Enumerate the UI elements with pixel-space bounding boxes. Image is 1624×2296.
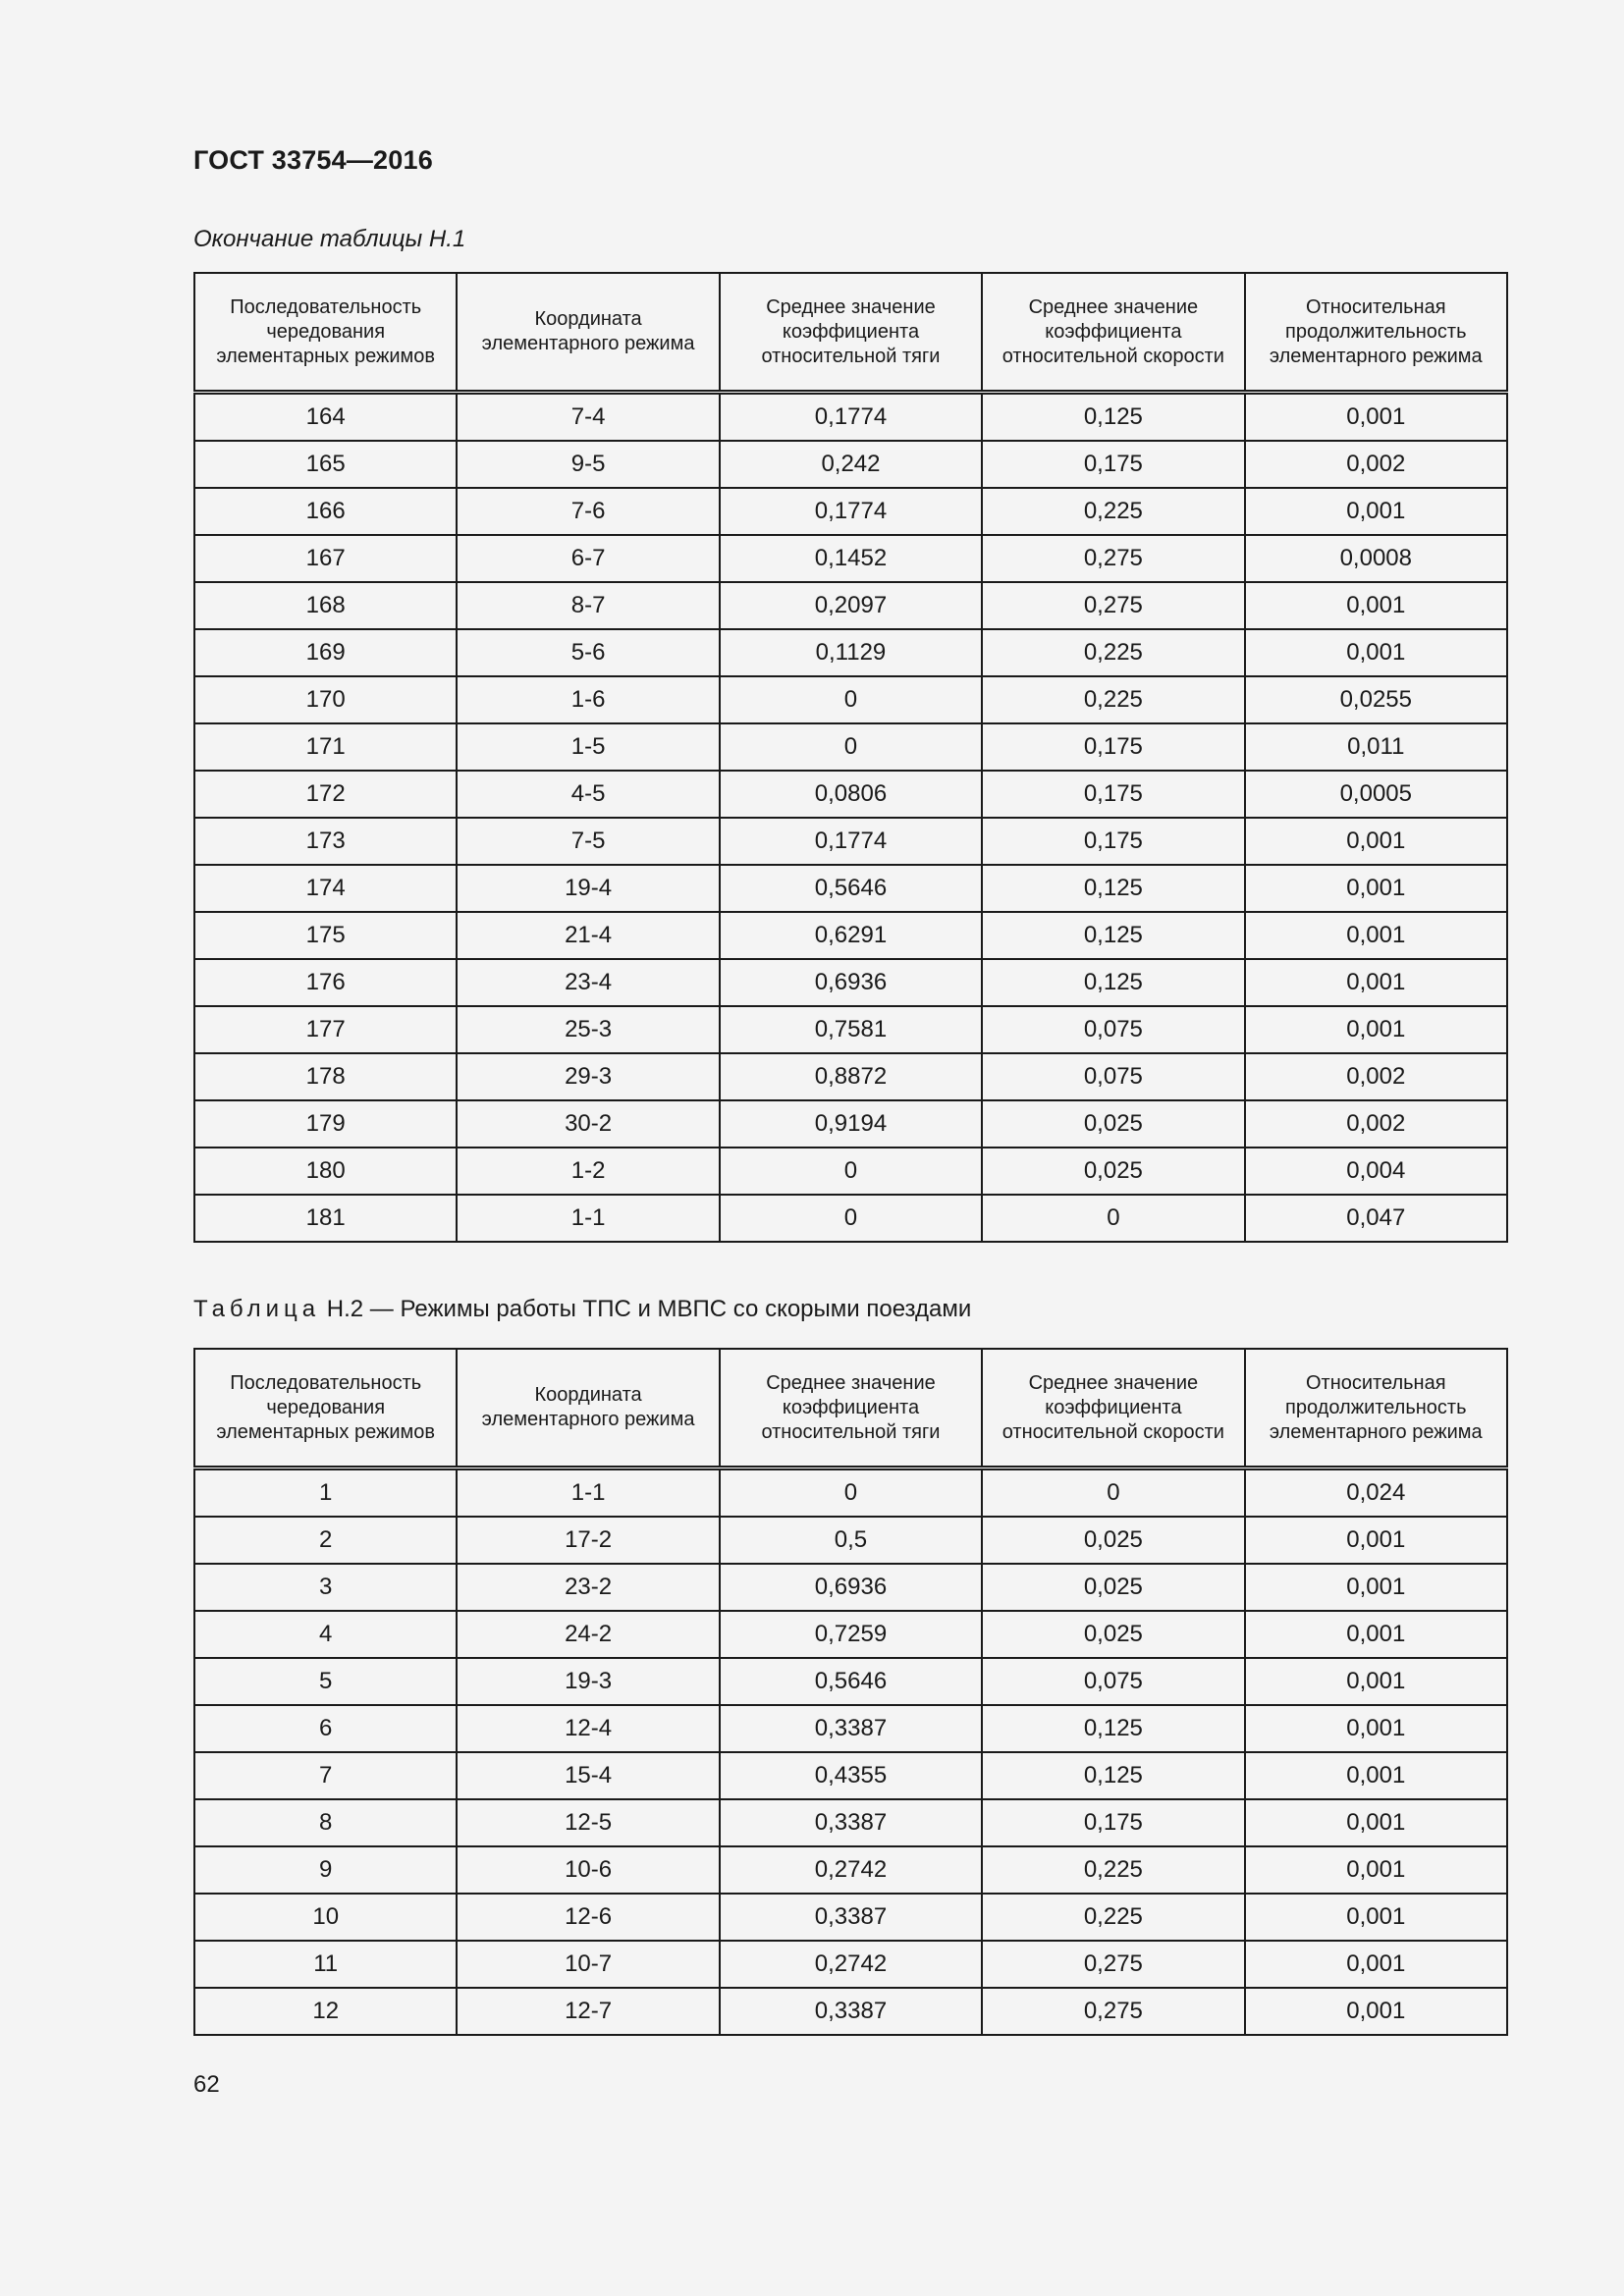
cell-speed: 0,225 (982, 488, 1244, 535)
cell-speed: 0,025 (982, 1564, 1244, 1611)
cell-duration: 0,002 (1245, 441, 1507, 488)
cell-speed: 0 (982, 1195, 1244, 1242)
cell-duration: 0,001 (1245, 393, 1507, 442)
cell-sequence: 167 (194, 535, 457, 582)
cell-traction: 0,242 (720, 441, 982, 488)
cell-duration: 0,001 (1245, 1611, 1507, 1658)
header-traction: Среднее значение коэффициента относительной тяги (720, 1349, 982, 1468)
cell-coordinate: 10-7 (457, 1941, 719, 1988)
cell-coordinate: 10-6 (457, 1846, 719, 1894)
cell-sequence: 178 (194, 1053, 457, 1100)
header-traction: Среднее значение коэффициента относительной тяги (720, 273, 982, 393)
header-sequence: Последовательность чередования элементарных режимов (194, 1349, 457, 1468)
cell-coordinate: 1-6 (457, 676, 719, 723)
cell-speed: 0,125 (982, 393, 1244, 442)
cell-traction: 0,7581 (720, 1006, 982, 1053)
table-row (194, 488, 1507, 535)
cell-duration: 0,001 (1245, 1988, 1507, 2035)
cell-duration: 0,011 (1245, 723, 1507, 771)
cell-coordinate: 1-1 (457, 1195, 719, 1242)
cell-coordinate: 30-2 (457, 1100, 719, 1148)
table-row (194, 582, 1507, 629)
cell-speed: 0,125 (982, 912, 1244, 959)
cell-speed: 0,125 (982, 1752, 1244, 1799)
cell-sequence: 164 (194, 393, 457, 442)
cell-duration: 0,001 (1245, 1799, 1507, 1846)
cell-coordinate: 15-4 (457, 1752, 719, 1799)
cell-coordinate: 7-6 (457, 488, 719, 535)
cell-duration: 0,001 (1245, 1006, 1507, 1053)
cell-speed: 0,175 (982, 441, 1244, 488)
cell-speed: 0,025 (982, 1517, 1244, 1564)
header-coordinate: Координата элементарного режима (457, 273, 719, 393)
cell-traction: 0 (720, 1195, 982, 1242)
cell-speed: 0,225 (982, 1846, 1244, 1894)
table-h2-caption-label: Таблица (193, 1296, 321, 1322)
cell-duration: 0,0255 (1245, 676, 1507, 723)
table-row (194, 1468, 1507, 1518)
cell-traction: 0 (720, 676, 982, 723)
cell-speed: 0,025 (982, 1148, 1244, 1195)
cell-duration: 0,001 (1245, 488, 1507, 535)
table-h1-body (194, 393, 1507, 1243)
cell-traction: 0,1452 (720, 535, 982, 582)
table-row (194, 393, 1507, 442)
cell-duration: 0,024 (1245, 1468, 1507, 1518)
table-h1 (193, 272, 1508, 1243)
cell-coordinate: 12-4 (457, 1705, 719, 1752)
cell-coordinate: 9-5 (457, 441, 719, 488)
cell-duration: 0,001 (1245, 1894, 1507, 1941)
cell-traction: 0,9194 (720, 1100, 982, 1148)
cell-coordinate: 19-4 (457, 865, 719, 912)
cell-speed: 0,175 (982, 818, 1244, 865)
cell-traction: 0,6936 (720, 1564, 982, 1611)
cell-sequence: 179 (194, 1100, 457, 1148)
header-speed: Среднее значение коэффициента относительной скорости (982, 1349, 1244, 1468)
cell-sequence: 2 (194, 1517, 457, 1564)
cell-sequence: 171 (194, 723, 457, 771)
cell-traction: 0,6291 (720, 912, 982, 959)
cell-speed: 0,125 (982, 959, 1244, 1006)
table-header-row (194, 1349, 1507, 1468)
cell-coordinate: 24-2 (457, 1611, 719, 1658)
table-row (194, 1053, 1507, 1100)
cell-sequence: 177 (194, 1006, 457, 1053)
cell-coordinate: 17-2 (457, 1517, 719, 1564)
cell-coordinate: 23-2 (457, 1564, 719, 1611)
cell-traction: 0,8872 (720, 1053, 982, 1100)
cell-coordinate: 7-4 (457, 393, 719, 442)
cell-sequence: 6 (194, 1705, 457, 1752)
cell-speed: 0,075 (982, 1006, 1244, 1053)
cell-speed: 0,175 (982, 771, 1244, 818)
cell-sequence: 4 (194, 1611, 457, 1658)
cell-sequence: 180 (194, 1148, 457, 1195)
page-number: 62 (193, 2071, 220, 2098)
cell-coordinate: 21-4 (457, 912, 719, 959)
cell-duration: 0,004 (1245, 1148, 1507, 1195)
cell-speed: 0,175 (982, 723, 1244, 771)
table-row (194, 959, 1507, 1006)
table-h1-caption: Окончание таблицы Н.1 (193, 226, 466, 252)
cell-speed: 0,275 (982, 535, 1244, 582)
cell-speed: 0,075 (982, 1658, 1244, 1705)
cell-duration: 0,001 (1245, 1705, 1507, 1752)
cell-coordinate: 12-7 (457, 1988, 719, 2035)
cell-traction: 0,2742 (720, 1846, 982, 1894)
cell-sequence: 169 (194, 629, 457, 676)
cell-speed: 0,225 (982, 676, 1244, 723)
cell-coordinate: 12-6 (457, 1894, 719, 1941)
cell-sequence: 9 (194, 1846, 457, 1894)
table-h2 (193, 1348, 1508, 2036)
cell-traction: 0,1774 (720, 488, 982, 535)
table-row (194, 1195, 1507, 1242)
cell-duration: 0,001 (1245, 582, 1507, 629)
cell-traction: 0,0806 (720, 771, 982, 818)
table-row (194, 1705, 1507, 1752)
table-header-row (194, 273, 1507, 393)
cell-duration: 0,001 (1245, 1517, 1507, 1564)
cell-sequence: 11 (194, 1941, 457, 1988)
cell-sequence: 12 (194, 1988, 457, 2035)
cell-duration: 0,001 (1245, 1846, 1507, 1894)
cell-coordinate: 5-6 (457, 629, 719, 676)
cell-traction: 0 (720, 1148, 982, 1195)
table-row (194, 1894, 1507, 1941)
cell-sequence: 181 (194, 1195, 457, 1242)
table-row (194, 912, 1507, 959)
cell-duration: 0,001 (1245, 629, 1507, 676)
table-row (194, 1148, 1507, 1195)
table-h2-caption-text: Н.2 — Режимы работы ТПС и МВПС со скорыми поездами (326, 1296, 972, 1322)
cell-sequence: 1 (194, 1468, 457, 1518)
cell-traction: 0 (720, 723, 982, 771)
cell-duration: 0,001 (1245, 1658, 1507, 1705)
table-row (194, 1006, 1507, 1053)
cell-traction: 0 (720, 1468, 982, 1518)
cell-speed: 0,025 (982, 1100, 1244, 1148)
cell-traction: 0,7259 (720, 1611, 982, 1658)
cell-duration: 0,047 (1245, 1195, 1507, 1242)
cell-coordinate: 25-3 (457, 1006, 719, 1053)
cell-sequence: 165 (194, 441, 457, 488)
cell-speed: 0,275 (982, 1941, 1244, 1988)
table-h2-caption (193, 1296, 971, 1323)
cell-duration: 0,002 (1245, 1100, 1507, 1148)
document-title: ГОСТ 33754—2016 (193, 145, 433, 175)
cell-sequence: 170 (194, 676, 457, 723)
cell-duration: 0,001 (1245, 1752, 1507, 1799)
table-h2-body (194, 1468, 1507, 2036)
cell-sequence: 10 (194, 1894, 457, 1941)
table-row (194, 1988, 1507, 2035)
cell-duration: 0,001 (1245, 912, 1507, 959)
cell-duration: 0,0005 (1245, 771, 1507, 818)
cell-duration: 0,001 (1245, 1941, 1507, 1988)
cell-speed: 0,125 (982, 1705, 1244, 1752)
cell-traction: 0,5646 (720, 1658, 982, 1705)
cell-speed: 0,275 (982, 1988, 1244, 2035)
table-row (194, 1658, 1507, 1705)
table-row (194, 1100, 1507, 1148)
cell-duration: 0,0008 (1245, 535, 1507, 582)
cell-sequence: 173 (194, 818, 457, 865)
cell-coordinate: 29-3 (457, 1053, 719, 1100)
cell-coordinate: 7-5 (457, 818, 719, 865)
cell-sequence: 174 (194, 865, 457, 912)
cell-sequence: 7 (194, 1752, 457, 1799)
cell-duration: 0,002 (1245, 1053, 1507, 1100)
cell-sequence: 172 (194, 771, 457, 818)
cell-traction: 0,5646 (720, 865, 982, 912)
cell-traction: 0,3387 (720, 1894, 982, 1941)
cell-traction: 0,2742 (720, 1941, 982, 1988)
cell-duration: 0,001 (1245, 865, 1507, 912)
cell-traction: 0,1774 (720, 818, 982, 865)
cell-coordinate: 12-5 (457, 1799, 719, 1846)
table-row (194, 535, 1507, 582)
header-coordinate: Координата элементарного режима (457, 1349, 719, 1468)
cell-coordinate: 23-4 (457, 959, 719, 1006)
cell-speed: 0,075 (982, 1053, 1244, 1100)
cell-speed: 0,225 (982, 629, 1244, 676)
table-row (194, 676, 1507, 723)
cell-duration: 0,001 (1245, 1564, 1507, 1611)
cell-speed: 0 (982, 1468, 1244, 1518)
cell-traction: 0,5 (720, 1517, 982, 1564)
table-row (194, 1799, 1507, 1846)
table-row (194, 865, 1507, 912)
table-row (194, 1611, 1507, 1658)
table-row (194, 1846, 1507, 1894)
cell-sequence: 5 (194, 1658, 457, 1705)
cell-sequence: 8 (194, 1799, 457, 1846)
cell-speed: 0,225 (982, 1894, 1244, 1941)
header-speed: Среднее значение коэффициента относительной скорости (982, 273, 1244, 393)
cell-speed: 0,275 (982, 582, 1244, 629)
cell-coordinate: 1-2 (457, 1148, 719, 1195)
table-row (194, 441, 1507, 488)
cell-traction: 0,1129 (720, 629, 982, 676)
cell-coordinate: 4-5 (457, 771, 719, 818)
table-row (194, 1564, 1507, 1611)
table-row (194, 1517, 1507, 1564)
cell-duration: 0,001 (1245, 959, 1507, 1006)
cell-coordinate: 8-7 (457, 582, 719, 629)
cell-traction: 0,3387 (720, 1799, 982, 1846)
cell-sequence: 3 (194, 1564, 457, 1611)
table-row (194, 771, 1507, 818)
cell-coordinate: 19-3 (457, 1658, 719, 1705)
cell-speed: 0,175 (982, 1799, 1244, 1846)
cell-sequence: 176 (194, 959, 457, 1006)
cell-traction: 0,6936 (720, 959, 982, 1006)
cell-sequence: 166 (194, 488, 457, 535)
cell-traction: 0,1774 (720, 393, 982, 442)
header-duration: Относительная продолжительность элементарного режима (1245, 1349, 1507, 1468)
table-row (194, 723, 1507, 771)
cell-traction: 0,3387 (720, 1988, 982, 2035)
header-sequence: Последовательность чередования элементарных режимов (194, 273, 457, 393)
table-row (194, 1752, 1507, 1799)
cell-traction: 0,4355 (720, 1752, 982, 1799)
cell-traction: 0,2097 (720, 582, 982, 629)
cell-sequence: 175 (194, 912, 457, 959)
cell-coordinate: 1-5 (457, 723, 719, 771)
cell-sequence: 168 (194, 582, 457, 629)
cell-coordinate: 1-1 (457, 1468, 719, 1518)
cell-speed: 0,025 (982, 1611, 1244, 1658)
table-row (194, 629, 1507, 676)
cell-duration: 0,001 (1245, 818, 1507, 865)
cell-speed: 0,125 (982, 865, 1244, 912)
table-row (194, 1941, 1507, 1988)
header-duration: Относительная продолжительность элементарного режима (1245, 273, 1507, 393)
cell-coordinate: 6-7 (457, 535, 719, 582)
cell-traction: 0,3387 (720, 1705, 982, 1752)
table-row (194, 818, 1507, 865)
